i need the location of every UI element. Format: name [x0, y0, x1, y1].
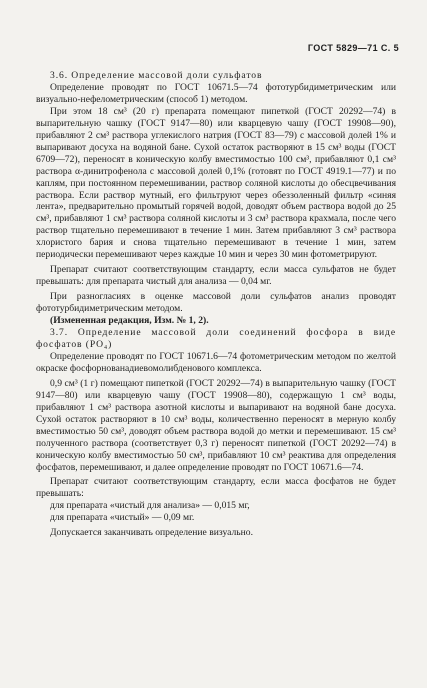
- paragraph: Определение проводят по ГОСТ 10671.5—74 фототурбидиметрическим или визуально-нефелометрическим (способ 1) методом.: [36, 81, 396, 105]
- section-heading-3-7: 3.7. Определение массовой доли соединений фосфора в виде фосфатов (PO₄): [36, 327, 396, 350]
- paragraph: При разногласиях в оценке массовой доли сульфатов анализ проводят фототурбидиметрическим методом.: [36, 291, 396, 315]
- paragraph: Допускается заканчивать определение визуально.: [50, 527, 253, 539]
- amendment-note: (Измененная редакция, Изм. № 1, 2).: [50, 315, 209, 327]
- paragraph: Препарат считают соответствующим стандарту, если масса фосфатов не будет превышать:: [36, 476, 396, 500]
- document-body: [36, 70, 396, 539]
- paragraph: При этом 18 см³ (20 г) препарата помещают пипеткой (ГОСТ 20292—74) в выпарительную чашку (ГОСТ 9147—80) или кварцевую чашу (ГОСТ 19908—90), прибавляют 2 см³ раствора углекислого натрия (ГОСТ 83—79) с массовой долей 1% и выпаривают досуха на водяной бане. Сухой остаток растворяют в 15 см³ воды (ГОСТ 6709—72), переносят в коническую колбу вместимостью 100 см³, прибавляют 0,1 см³ раствора α-динитрофенола с массовой долей 0,1% (готовят по ГОСТ 4919.1—77) и по каплям, при постоянном перемешивании, раствор соляной кислоты до обесцвечивания раствора. Если раствор мутный, его фильтруют через обеззоленный фильтр «синяя лента», предварительно промытый горячей водой, доводят объем раствора водой до 25 см³, прибавляют 1 см³ раствора соляной кислоты и 3 см³ раствора крахмала, после чего раствор тщательно перемешивают в течение 1 мин. Затем прибавляют 3 см³ раствора хлористого бария и снова тщательно перемешивают в течение 1 мин, затем периодически перемешивают через каждые 10 мин и через 30 мин фотометрируют.: [36, 105, 396, 261]
- paragraph: Препарат считают соответствующим стандарту, если масса сульфатов не будет превышать: для препарата чистый для анализа — 0,04 мг.: [36, 264, 396, 288]
- list-item: для препарата «чистый для анализа» — 0,015 мг,: [50, 500, 250, 512]
- list-item: для препарата «чистый» — 0,09 мг.: [50, 512, 195, 524]
- paragraph: Определение проводят по ГОСТ 10671.6—74 фотометрическим методом по желтой окраске фосфорнованадиевомолибденового комплекса.: [36, 350, 396, 374]
- paragraph: 0,9 см³ (1 г) помещают пипеткой (ГОСТ 20292—74) в выпарительную чашку (ГОСТ 9147—80) или кварцевую чашу (ГОСТ 19908—80), содержащую 1 см³ воды, прибавляют 1 см³ раствора азотной кислоты и выпаривают на водяной бане досуха. Сухой остаток растворяют в 10 см³ воды, количественно переносят в мерную колбу вместимостью 50 см³, доводят объем раствора водой до метки и перемешивают. 15 см³ полученного раствора (соответствует 0,3 г) переносят пипеткой (ГОСТ 20292—74) в коническую колбу вместимостью 50 см³, прибавляют 10 см³ реактива для определения фосфатов, перемешивают, и далее определение проводят по ГОСТ 10671.6—74.: [36, 377, 396, 473]
- section-heading-3-6: 3.6. Определение массовой доли сульфатов: [50, 70, 263, 81]
- page-header: ГОСТ 5829—71 С. 5: [307, 43, 399, 53]
